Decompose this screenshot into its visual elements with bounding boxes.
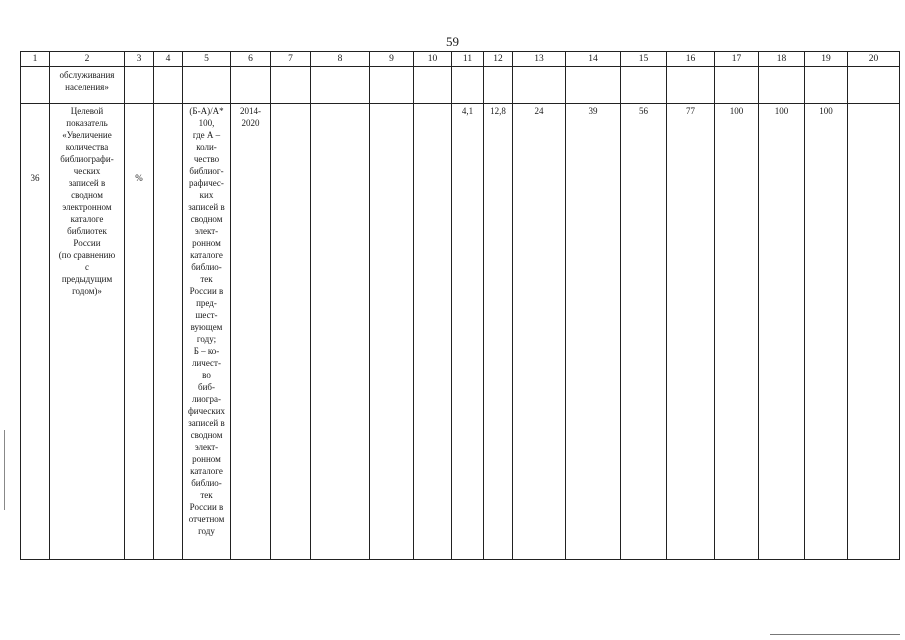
table-cell [154,104,183,560]
column-number-cell: 2 [50,52,125,67]
column-number-cell: 6 [231,52,271,67]
value-cell: 24 [513,104,566,560]
table-cell [621,67,667,104]
row-number: 36 [21,104,50,560]
table-cell [759,67,805,104]
column-number-cell: 20 [848,52,900,67]
table-cell [414,67,452,104]
column-number-cell: 14 [566,52,621,67]
value-cell: 39 [566,104,621,560]
table-cell [271,67,311,104]
column-number-cell: 9 [370,52,414,67]
column-number-cell: 17 [715,52,759,67]
column-number-cell: 15 [621,52,667,67]
table-cell [311,104,370,560]
table-cell [414,104,452,560]
column-number-cell: 11 [452,52,484,67]
table-cell [183,67,231,104]
table-cell [848,67,900,104]
table-cell [370,67,414,104]
value-cell: 4,1 [452,104,484,560]
table-cell [154,67,183,104]
table-cell [311,67,370,104]
column-number-cell: 13 [513,52,566,67]
column-number-cell: 19 [805,52,848,67]
column-number-cell: 5 [183,52,231,67]
continuation-row [21,67,900,104]
table-cell [513,67,566,104]
table-cell [21,67,50,104]
table-cell [271,104,311,560]
value-cell: 100 [759,104,805,560]
column-number-cell: 8 [311,52,370,67]
indicator-name: Целевой показатель «Увеличение количества библиографи- ческих записей в сводном электронном каталоге библиотек России (по сравнению с предыдущим годом)» [50,104,125,560]
table-cell [452,67,484,104]
column-number-cell: 3 [125,52,154,67]
period: 2014- 2020 [231,104,271,560]
footer-divider [770,634,900,635]
table-cell [566,67,621,104]
table-row [21,104,900,560]
table-cell [848,104,900,560]
indicators-table [20,51,900,560]
value-cell: 12,8 [484,104,513,560]
value-cell: 77 [667,104,715,560]
column-number-cell: 7 [271,52,311,67]
table-cell [125,67,154,104]
column-number-row [21,52,900,67]
value-cell: 100 [805,104,848,560]
column-number-cell: 10 [414,52,452,67]
table-cell [370,104,414,560]
table-cell [667,67,715,104]
continued-indicator-name: обслуживания населения» [50,67,125,104]
page-number: 59 [446,34,459,49]
column-number-cell: 16 [667,52,715,67]
table-cell [715,67,759,104]
calculation-formula: (Б-А)/А* 100, где А – коли- чество библиог- рафичес- ких записей в сводном элект- ронном каталоге библио- тек России в пред- шест- вующем году; Б – ко- личест- во биб- лиогра- фических записей в сводном элект- ронном каталоге библио- тек России в отчетном году [183,104,231,560]
unit-of-measure: % [125,104,154,560]
scan-edge-line [4,430,5,510]
table-cell [484,67,513,104]
column-number-cell: 12 [484,52,513,67]
column-number-cell: 18 [759,52,805,67]
column-number-cell: 1 [21,52,50,67]
table-cell [231,67,271,104]
table-cell [805,67,848,104]
column-number-cell: 4 [154,52,183,67]
value-cell: 56 [621,104,667,560]
value-cell: 100 [715,104,759,560]
